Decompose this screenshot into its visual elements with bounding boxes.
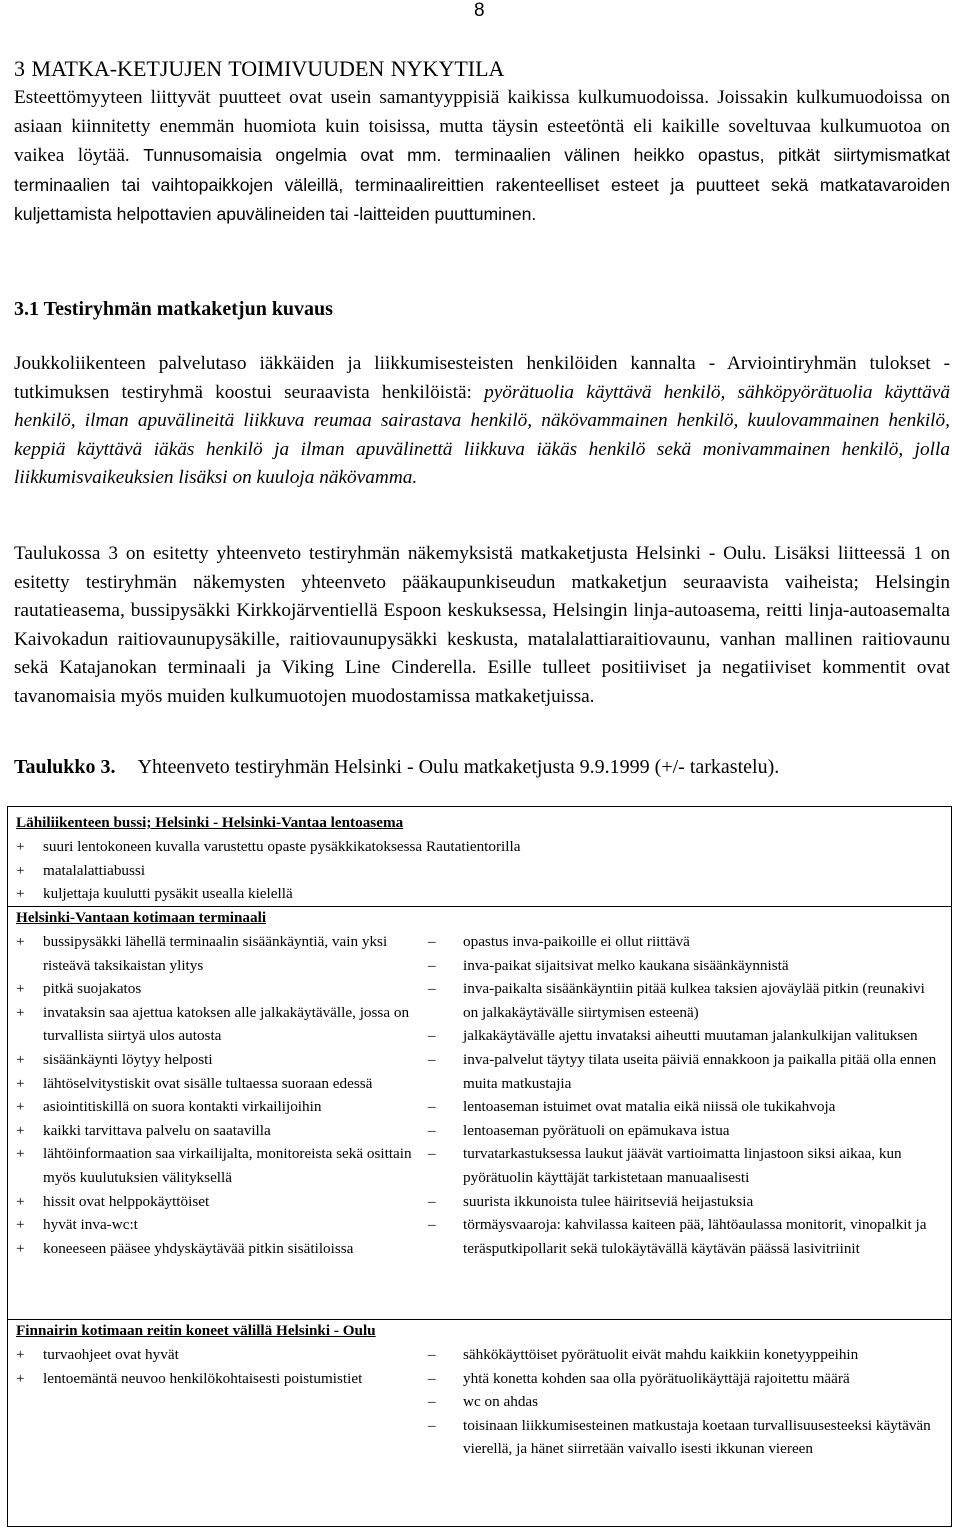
group-paragraph	[14, 350, 950, 493]
minus-icon: –	[428, 1027, 436, 1045]
list-item: + suuri lentokoneen kuvalla varustettu opaste pysäkkikatoksessa Rautatientorilla	[16, 835, 916, 859]
intro-text-serif: Esteettömyyteen liittyvät puutteet ovat usein samantyyppisiä kaikissa kulkumuodoissa. Joissakin kulkumuodoissa on asiaan kiinnitetty enemmän huomiota kuin toisissa, mutta täysin esteetöntä eli kaikille soveltuvaa kulkumuotoa on vaikea löytää.	[14, 87, 950, 167]
list-item: – toisinaan liikkumisesteinen matkustaja koetaan turvallisuusesteeksi käytävän vierellä, ja hänet siirretään vaivallo isesti ikkunan viereen	[428, 1414, 943, 1461]
list-item: – yhtä konetta kohden saa olla pyörätuolikäyttäjä rajoitettu määrä	[428, 1367, 943, 1391]
list-item: – inva-paikat sijaitsivat melko kaukana sisäänkäynnistä	[428, 954, 943, 978]
list-item: + sisäänkäynti löytyy helposti	[16, 1048, 416, 1072]
negatives-terminal	[428, 930, 943, 1260]
list-item: + lähtöselvitystiskit ovat sisälle tultaessa suoraan edessä	[16, 1072, 416, 1096]
positives-terminal	[16, 930, 416, 1260]
plus-icon: +	[16, 1216, 25, 1234]
plus-icon: +	[16, 1074, 25, 1092]
plus-icon: +	[16, 1121, 25, 1139]
list-item: + kuljettaja kuulutti pysäkit usealla kielellä	[16, 882, 916, 906]
list-item: + kaikki tarvittava palvelu on saatavilla	[16, 1119, 416, 1143]
plus-icon: +	[16, 933, 25, 950]
plus-icon: +	[16, 1145, 25, 1163]
minus-icon: –	[428, 1369, 436, 1387]
plus-icon: +	[16, 861, 25, 879]
plus-icon: +	[16, 1050, 25, 1068]
list-item: – lentoaseman pyörätuoli on epämukava istua	[428, 1119, 943, 1143]
page-number: 8	[474, 0, 485, 21]
section-title-bus: Lähiliikenteen bussi; Helsinki - Helsinki-Vantaa lentoasema	[16, 814, 404, 831]
minus-icon: –	[428, 1393, 436, 1411]
list-item: + hissit ovat helppokäyttöiset	[16, 1190, 416, 1214]
list-item: – sähkökäyttöiset pyörätuolit eivät mahdu kaikkiin konetyyppeihin	[428, 1343, 943, 1367]
intro-text-sans: Tunnusomaisia ongelmia ovat mm. terminaalien välinen heikko opastus, pitkät siirtymismatkat terminaalien tai vaihtopaikkojen väleillä, terminaalireittien rakenteelliset esteet ja puutteet sekä matkatavaroiden kuljettamista helpottavien apuvälineiden tai -laitteiden puuttuminen.	[14, 145, 950, 225]
chapter-heading: 3 MATKA-KETJUJEN TOIMIVUUDEN NYKYTILA	[14, 56, 505, 81]
positives-bus	[16, 835, 916, 906]
list-item: + turvaohjeet ovat hyvät	[16, 1343, 416, 1367]
list-item: + invataksin saa ajettua katoksen alle jalkakäytävälle, jossa on turvallista siirtyä ulos autosta	[16, 1001, 416, 1048]
list-item: + lähtöinformaation saa virkailijalta, monitoreista sekä osittain myös kuulutuksien välityksellä	[16, 1142, 416, 1189]
section-title-finnair: Finnairin kotimaan reitin koneet välillä Helsinki - Oulu	[16, 1322, 376, 1339]
plus-icon: +	[16, 980, 25, 998]
summary-table	[7, 806, 952, 1527]
list-item: – suurista ikkunoista tulee häiritseviä heijastuksia	[428, 1190, 943, 1214]
list-item: – lentoaseman istuimet ovat matalia eikä niissä ole tukikahvoja	[428, 1095, 943, 1119]
plus-icon: +	[16, 1192, 25, 1210]
section-title-terminal: Helsinki-Vantaan kotimaan terminaali	[16, 909, 267, 926]
list-item: + pitkä suojakatos	[16, 977, 416, 1001]
minus-icon: –	[428, 933, 436, 950]
table-caption-text: Yhteenveto testiryhmän Helsinki - Oulu matkaketjusta 9.9.1999 (+/- tarkastelu).	[137, 756, 780, 778]
positives-finnair	[16, 1343, 416, 1390]
section-heading: 3.1 Testiryhmän matkaketjun kuvaus	[14, 298, 333, 320]
list-item: – inva-palvelut täytyy tilata useita päiviä ennakkoon ja paikalla pitää olla ennen muita matkustajia	[428, 1048, 943, 1095]
list-item: – inva-paikalta sisäänkäyntiin pitää kulkea taksien ajoväylää pitkin (reunakivi on jalkakäytävälle siirtymisen esteenä)	[428, 977, 943, 1024]
list-item: + koneeseen pääsee yhdyskäytävää pitkin sisätiloissa	[16, 1237, 416, 1261]
plus-icon: +	[16, 838, 25, 855]
list-item: + matalalattiabussi	[16, 859, 916, 883]
plus-icon: +	[16, 1098, 25, 1116]
summary-paragraph: Taulukossa 3 on esitetty yhteenveto testiryhmän näkemyksistä matkaketjusta Helsinki - Oulu. Lisäksi liitteessä 1 on esitetty testiryhmän näkemysten yhteenveto pääkaupunkiseudun matkaketjun seuraavista vaiheista; Helsingin rautatieasema, bussipysäkki Kirkkojärventiellä Espoon keskuksessa, Helsingin linja-autoasema, reitti linja-autoasemalta Kaivokadun raitiovaunupysäkille, raitiovaunupysäkki keskusta, matalalattiaraitiovaunu, vanhan mallinen raitiovaunu sekä Katajanokan terminaali ja Viking Line Cinderella. Esille tulleet positiiviset ja negatiiviset kommentit ovat tavanomaisia myös muiden kulkumuotojen muodostamissa matkaketjuissa.	[14, 543, 950, 707]
intro-paragraph	[14, 84, 950, 230]
minus-icon: –	[428, 980, 436, 998]
table-caption	[14, 756, 779, 779]
negatives-finnair	[428, 1343, 943, 1461]
minus-icon: –	[428, 1192, 436, 1210]
plus-icon: +	[16, 1369, 25, 1387]
minus-icon: –	[428, 1346, 436, 1363]
plus-icon: +	[16, 1239, 25, 1257]
list-item: – wc on ahdas	[428, 1390, 943, 1414]
minus-icon: –	[428, 956, 436, 974]
group-text-plain: Joukkoliikenteen palvelutaso iäkkäiden ja liikkumisesteisten henkilöiden kannalta - Arviointiryhmän tulokset -tutkimuksen testiryhmä koostui seuraavista henkilöistä:	[14, 353, 950, 403]
minus-icon: –	[428, 1216, 436, 1234]
minus-icon: –	[428, 1050, 436, 1068]
list-item: – opastus inva-paikoille ei ollut riittävä	[428, 930, 943, 954]
minus-icon: –	[428, 1416, 436, 1434]
minus-icon: –	[428, 1121, 436, 1139]
group-text-italic: pyörätuolia käyttävä henkilö, sähköpyörätuolia käyttävä henkilö, ilman apuvälineitä liikkuva reumaa sairastava henkilö, näkövammainen henkilö, kuulovammainen henkilö, keppiä käyttävä iäkäs henkilö ja ilman apuvälinettä liikkuva iäkäs henkilö sekä monivammainen henkilö, jolla liikkumisvaikeuksien lisäksi on kuuloja näkövamma.	[14, 381, 950, 489]
list-item: + hyvät inva-wc:t	[16, 1213, 416, 1237]
list-item: – törmäysvaaroja: kahvilassa kaiteen pää, lähtöaulassa monitorit, vinopalkit ja teräsputkipollarit sekä tulokäytävällä käytävän päässä lasivitriinit	[428, 1213, 943, 1260]
list-item: + lentoemäntä neuvoo henkilökohtaisesti poistumistiet	[16, 1367, 416, 1391]
plus-icon: +	[16, 1346, 25, 1363]
table-caption-label: Taulukko 3.	[14, 756, 116, 778]
list-item: – jalkakäytävälle ajettu invataksi aiheutti muutaman jalankulkijan valituksen	[428, 1024, 943, 1048]
list-item: + bussipysäkki lähellä terminaalin sisäänkäyntiä, vain yksi risteävä taksikaistan ylitys	[16, 930, 416, 977]
minus-icon: –	[428, 1145, 436, 1163]
plus-icon: +	[16, 1003, 25, 1021]
list-item: + asiointitiskillä on suora kontakti virkailijoihin	[16, 1095, 416, 1119]
plus-icon: +	[16, 885, 25, 903]
list-item: – turvatarkastuksessa laukut jäävät vartioimatta linjastoon siksi aikaa, kun pyörätuolin käyttäjät tarkistetaan manuaalisesti	[428, 1142, 943, 1189]
minus-icon: –	[428, 1098, 436, 1116]
